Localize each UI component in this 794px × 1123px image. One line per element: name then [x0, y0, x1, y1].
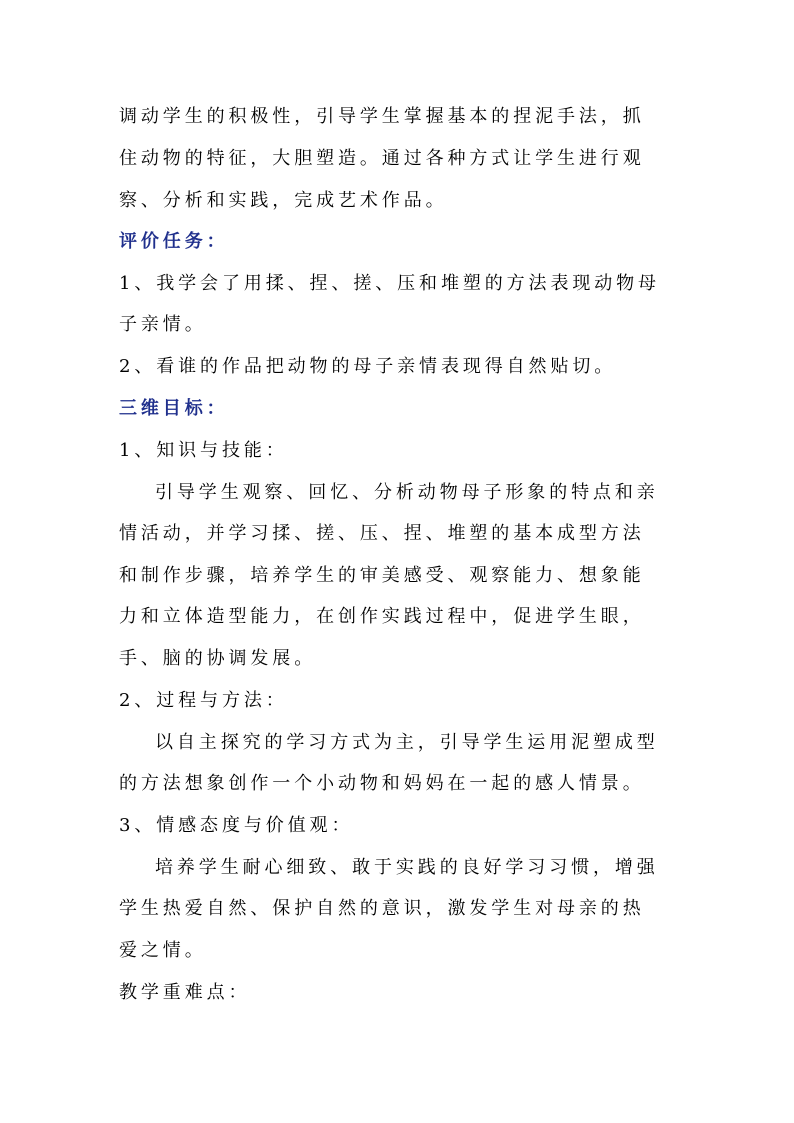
paragraph-line: 和制作步骤，培养学生的审美感受、观察能力、想象能 — [119, 565, 645, 586]
paragraph-line: 爱之情。 — [119, 940, 207, 961]
subheading-knowledge-skills: 1、知识与技能： — [119, 440, 288, 461]
paragraph-line: 以自主探究的学习方式为主，引导学生运用泥塑成型 — [155, 732, 659, 753]
paragraph-line: 力和立体造型能力，在创作实践过程中，促进学生眼， — [119, 606, 645, 627]
paragraph-line: 学生热爱自然、保护自然的意识，激发学生对母亲的热 — [119, 898, 645, 919]
paragraph-line: 调动学生的积极性，引导学生掌握基本的捏泥手法，抓 — [119, 106, 645, 127]
subheading-emotion-values: 3、情感态度与价值观： — [119, 815, 354, 836]
paragraph-line: 子亲情。 — [119, 314, 207, 335]
paragraph-line: 引导学生观察、回忆、分析动物母子形象的特点和亲 — [155, 482, 659, 503]
paragraph-line: 察、分析和实践，完成艺术作品。 — [119, 190, 448, 211]
list-item: 2、看谁的作品把动物的母子亲情表现得自然贴切。 — [119, 356, 617, 377]
paragraph-line: 手、脑的协调发展。 — [119, 648, 317, 669]
paragraph-line: 培养学生耐心细致、敢于实践的良好学习习惯，增强 — [155, 857, 659, 878]
section-heading-teaching-difficulties: 教学重难点： — [119, 982, 251, 1003]
list-item: 1、我学会了用揉、捏、搓、压和堆塑的方法表现动物母 — [119, 273, 660, 294]
section-heading-three-dimensional-goals: 三维目标： — [119, 398, 229, 419]
section-heading-evaluation-tasks: 评价任务： — [119, 231, 229, 252]
paragraph-line: 的方法想象创作一个小动物和妈妈在一起的感人情景。 — [119, 773, 645, 794]
subheading-process-methods: 2、过程与方法： — [119, 690, 288, 711]
paragraph-line: 情活动，并学习揉、搓、压、捏、堆塑的基本成型方法 — [119, 523, 645, 544]
paragraph-line: 住动物的特征，大胆塑造。通过各种方式让学生进行观 — [119, 148, 645, 169]
